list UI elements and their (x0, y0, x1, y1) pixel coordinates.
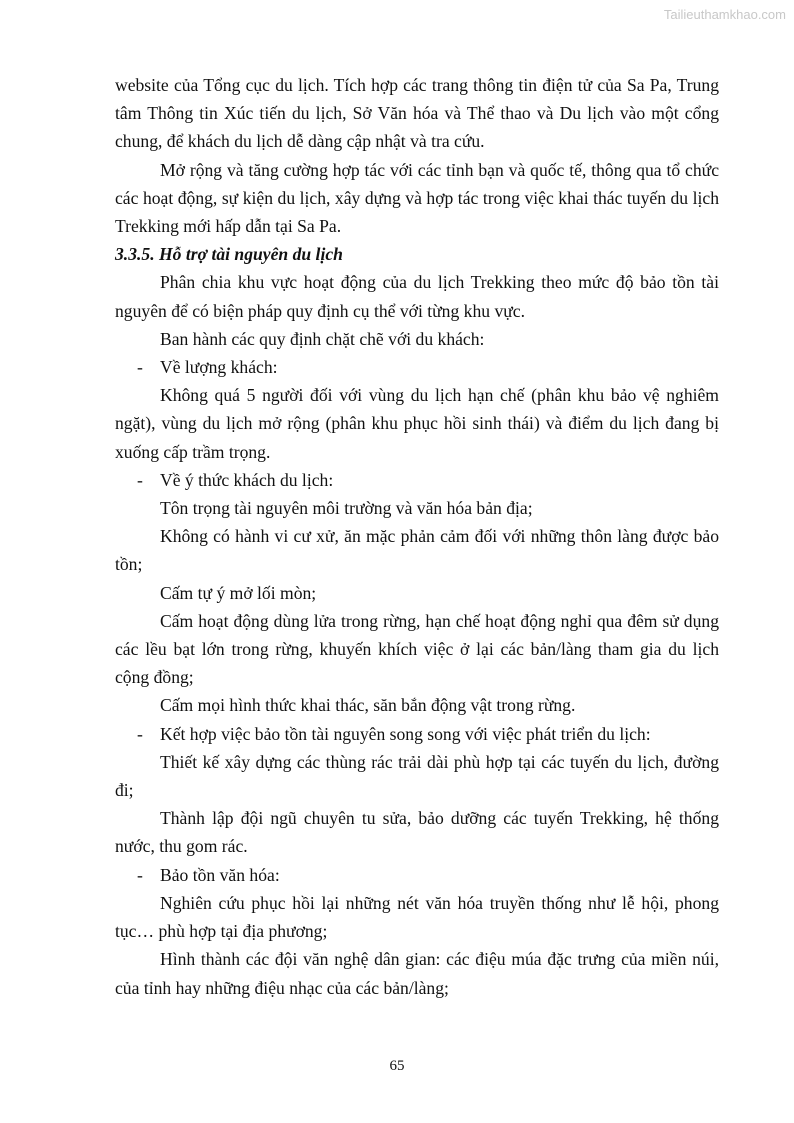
dash-marker: - (137, 864, 143, 885)
dash-item (115, 720, 719, 748)
paragraph: Ban hành các quy định chặt chẽ với du khách: (160, 328, 485, 349)
paragraph: Không quá 5 người đối với vùng du lịch hạn chế (phân khu bảo vệ nghiêm ngặt), vùng du lịch mở rộng (phân khu phục hồi sinh thái) và điểm du lịch đang bị xuống cấp trầm trọng. (115, 385, 719, 462)
paragraph: Thành lập đội ngũ chuyên tu sửa, bảo dưỡng các tuyến Trekking, hệ thống nước, thu gom rác. (115, 808, 719, 857)
dash-item (115, 466, 719, 494)
paragraph: Hình thành các đội văn nghệ dân gian: các điệu múa đặc trưng của miền núi, của tỉnh hay những điệu nhạc của các bản/làng; (115, 949, 719, 998)
paragraph: Phân chia khu vực hoạt động của du lịch Trekking theo mức độ bảo tồn tài nguyên để có biện pháp quy định cụ thể với từng khu vực. (115, 272, 719, 321)
watermark: Tailieuthamkhao.com (663, 7, 786, 22)
dash-item-text: Về ý thức khách du lịch: (160, 469, 334, 490)
page-number: 65 (389, 1058, 405, 1074)
dash-item-text: Kết hợp việc bảo tồn tài nguyên song song với việc phát triển du lịch: (160, 723, 651, 744)
paragraph: Nghiên cứu phục hồi lại những nét văn hóa truyền thống như lễ hội, phong tục… phù hợp tại địa phương; (115, 892, 719, 942)
dash-marker: - (137, 469, 143, 490)
paragraph: Cấm hoạt động dùng lửa trong rừng, hạn chế hoạt động nghỉ qua đêm sử dụng các lều bạt lớn trong rừng, khuyến khích việc ở lại các bản/làng tham gia du lịch cộng đồng; (115, 610, 719, 688)
dash-marker: - (137, 723, 143, 744)
dash-item-text: Bảo tồn văn hóa: (160, 864, 280, 885)
dash-item (115, 353, 719, 381)
paragraph: Thiết kế xây dựng các thùng rác trải dài phù hợp tại các tuyến du lịch, đường đi; (115, 751, 719, 801)
paragraph: Cấm mọi hình thức khai thác, săn bắn động vật trong rừng. (160, 695, 576, 716)
paragraph: Cấm tự ý mở lối mòn; (160, 582, 317, 603)
dash-item-text: Về lượng khách: (160, 357, 278, 378)
section-heading: 3.3.5. Hỗ trợ tài nguyên du lịch (115, 244, 343, 265)
dash-item (115, 861, 719, 889)
paragraph: Không có hành vi cư xử, ăn mặc phản cảm đối với những thôn làng được bảo tồn; (115, 526, 719, 575)
paragraph: Tôn trọng tài nguyên môi trường và văn hóa bản địa; (160, 498, 533, 519)
paragraph: website của Tổng cục du lịch. Tích hợp các trang thông tin điện tử của Sa Pa, Trung tâm Thông tin Xúc tiến du lịch, Sở Văn hóa và Thể thao và Du lịch vào một cổng chung, để khách du lịch dễ dàng cập nhật và tra cứu. (115, 75, 719, 152)
paragraph: Mở rộng và tăng cường hợp tác với các tỉnh bạn và quốc tế, thông qua tổ chức các hoạt động, sự kiện du lịch, xây dựng và hợp tác trong việc khai thác tuyến du lịch Trekking mới hấp dẫn tại Sa Pa. (115, 159, 719, 237)
page-body (115, 71, 719, 1002)
dash-marker: - (137, 357, 143, 378)
